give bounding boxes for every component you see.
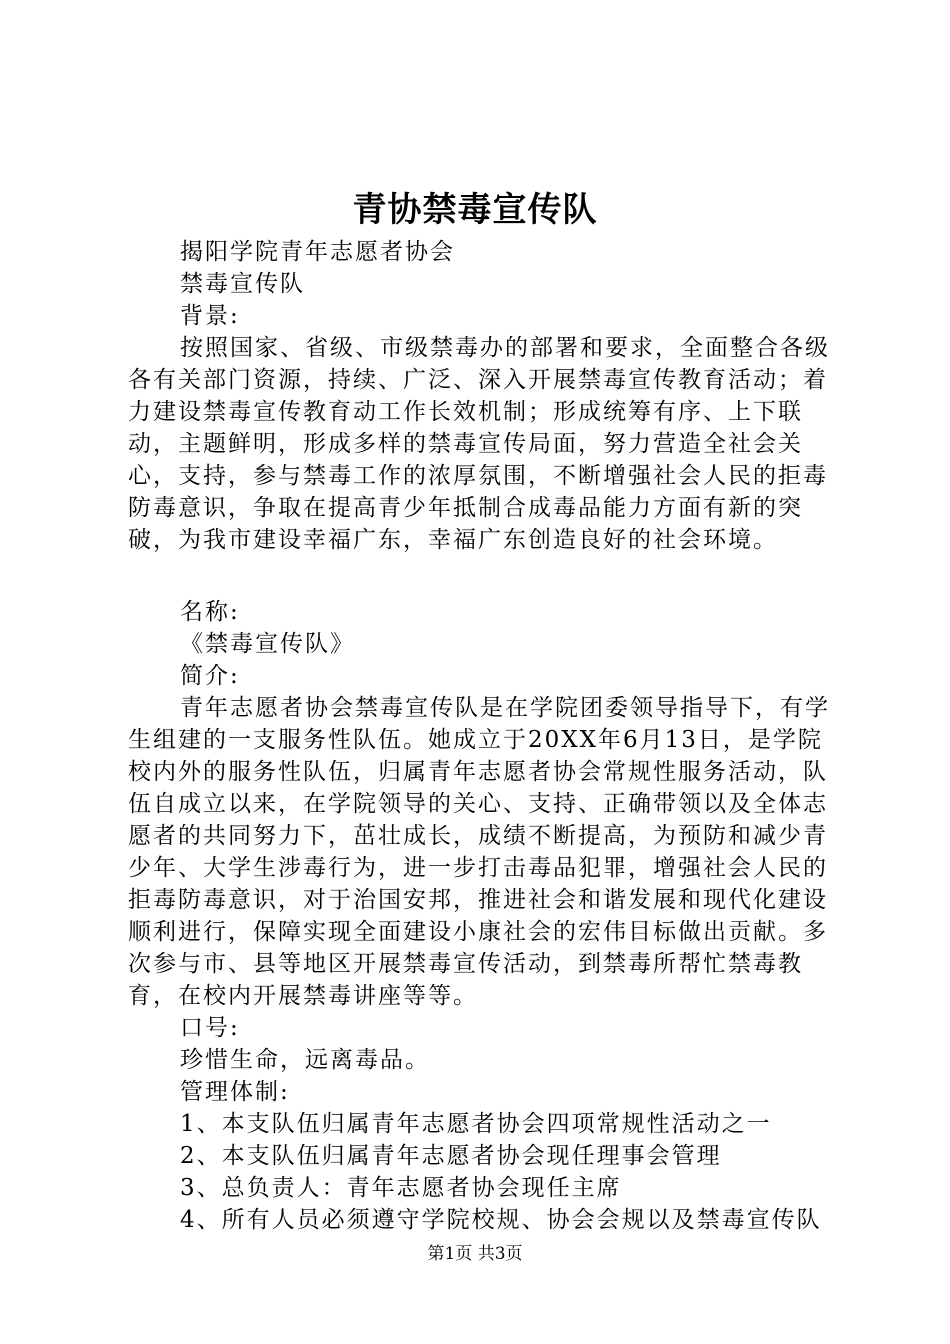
intro-paragraph: 青年志愿者协会禁毒宣传队是在学院团委领导指导下，有学生组建的一支服务性队伍。她成立于20XX年6月13日，是学院校内外的服务性队伍，归属青年志愿者协会常规性服务活动，队伍自成立以来，在学院领导的关心、支持、正确带领以及全体志愿者的共同努力下，茁壮成长，成绩不断提高，为预防和减少青少年、大学生涉毒行为，进一步打击毒品犯罪，增强社会人民的拒毒防毒意识，对于治国安邦，推进社会和谐发展和现代化建设顺利进行，保障实现全面建设小康社会的宏伟目标做出贡献。多次参与市、县等地区开展禁毒宣传活动，到禁毒所帮忙禁毒教育，在校内开展禁毒讲座等等。 [128,695,830,1009]
organization-name: 揭阳学院青年志愿者协会 [180,239,455,265]
management-item: 4、所有人员必须遵守学院校规、协会会规以及禁毒宣传队 [180,1207,822,1233]
paragraph-gap [128,556,843,596]
management-item: 2、本支队伍归属青年志愿者协会现任理事会管理 [180,1143,722,1169]
management-item: 3、总负责人：青年志愿者协会现任主席 [180,1175,622,1201]
name-value: 《禁毒宣传队》 [180,631,355,657]
background-label: 背景: [180,303,240,329]
document-body [128,236,843,1236]
background-paragraph: 按照国家、省级、市级禁毒办的部署和要求，全面整合各级各有关部门资源，持续、广泛、深入开展禁毒宣传教育活动；着力建设禁毒宣传教育动工作长效机制；形成统筹有序、上下联动，主题鲜明，形成多样的禁毒宣传局面，努力营造全社会关心，支持，参与禁毒工作的浓厚氛围，不断增强社会人民的拒毒防毒意识，争取在提高青少年抵制合成毒品能力方面有新的突破，为我市建设幸福广东，幸福广东创造良好的社会环境。 [128,335,830,553]
page-footer: 第1页 共3页 [427,1244,523,1264]
document-title: 青协禁毒宣传队 [352,190,598,230]
slogan-value: 珍惜生命，远离毒品。 [180,1047,430,1073]
slogan-label: 口号: [180,1015,240,1041]
management-item: 1、本支队伍归属青年志愿者协会四项常规性活动之一 [180,1111,772,1137]
team-name: 禁毒宣传队 [180,271,305,297]
name-label: 名称: [180,599,240,625]
intro-label: 简介: [180,663,240,689]
management-label: 管理体制: [180,1079,290,1105]
